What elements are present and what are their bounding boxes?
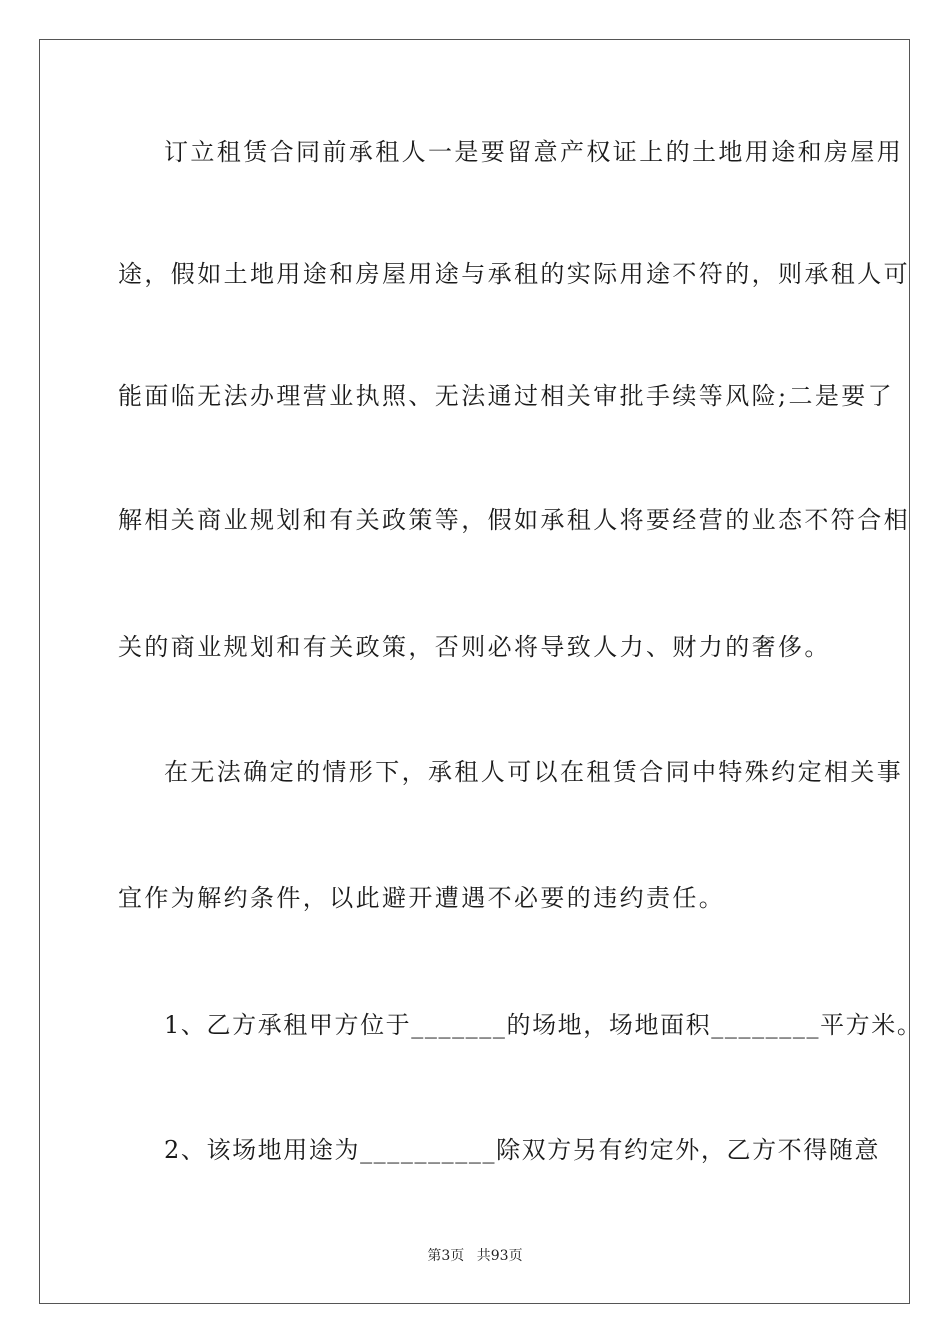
paragraph-line-4: 解相关商业规划和有关政策等，假如承租人将要经营的业态不符合相 (118, 506, 910, 534)
page-footer (0, 1246, 950, 1266)
paragraph-line-6: 在无法确定的情形下，承租人可以在租赁合同中特殊约定相关事 (164, 758, 904, 786)
page-total: 共93页 (476, 1248, 523, 1264)
page-border (39, 39, 923, 1304)
paragraph-line-3: 能面临无法办理营业执照、无法通过相关审批手续等风险;二是要了 (118, 382, 895, 410)
paragraph-line-1: 订立租赁合同前承租人一是要留意产权证上的土地用途和房屋用 (164, 138, 904, 166)
clause-1-line: 1、乙方承租甲方位于_______的场地，场地面积________平方米。 (164, 1011, 923, 1039)
paragraph-line-2: 途，假如土地用途和房屋用途与承租的实际用途不符的，则承租人可 (118, 260, 910, 288)
clause-2-line: 2、该场地用途为__________除双方另有约定外，乙方不得随意 (164, 1136, 881, 1164)
paragraph-line-5: 关的商业规划和有关政策，否则必将导致人力、财力的奢侈。 (118, 633, 831, 661)
page-number: 第3页 (427, 1248, 465, 1264)
paragraph-line-7: 宜作为解约条件，以此避开遭遇不必要的违约责任。 (118, 884, 726, 912)
